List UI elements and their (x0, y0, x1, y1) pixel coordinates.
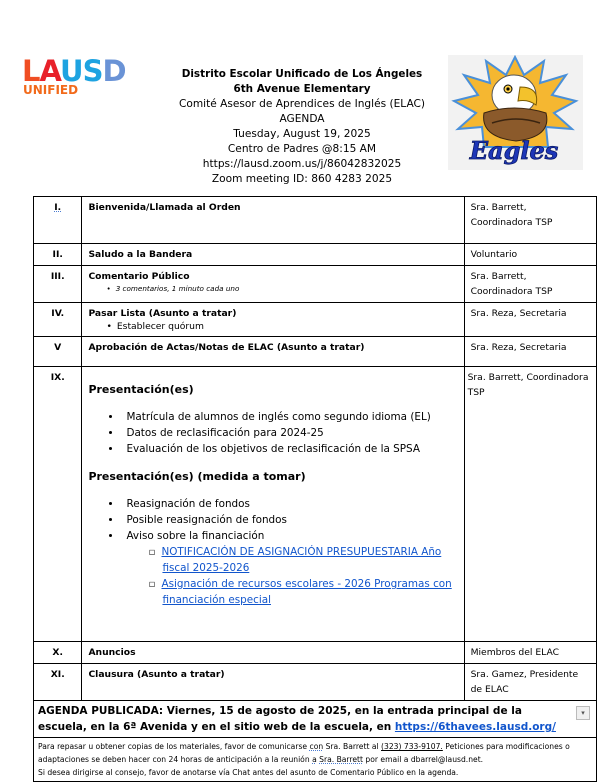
table-row (34, 197, 597, 244)
item-number: X. (34, 642, 82, 664)
presentations-heading: Presentación(es) (88, 383, 194, 396)
list-item: • Datos de reclasificación para 2024-25 (122, 425, 457, 441)
item-number: IX. (34, 367, 82, 642)
list-item: • Reasignación de fondos (122, 496, 457, 512)
eagles-mascot-image (448, 55, 583, 170)
item-bullet: • Establecer quórum (88, 321, 457, 333)
list-item (158, 544, 457, 576)
table-row (34, 266, 597, 303)
posted-row (34, 701, 597, 738)
action-presentations-list (88, 496, 457, 608)
list-item: • Posible reasignación de fondos (122, 512, 457, 528)
logo-subtitle: UNIFIED (23, 83, 79, 97)
dropdown-arrow-icon[interactable]: ▾ (576, 706, 590, 720)
item-cell (82, 367, 464, 642)
item-cell: Aprobación de Actas/Notas de ELAC (Asunto a tratar) (82, 337, 464, 367)
contact-name: Sra. Barrett (319, 755, 363, 764)
item-cell: Anuncios (82, 642, 464, 664)
list-item: • Aviso sobre la financiación ▫ NOTIFICACIÓN DE ASIGNACIÓN PRESUPUESTARIA Año fiscal 2025-2026 ▫ Asignación de recursos escolares - 2026 Programas con financiación especial (122, 528, 457, 608)
presenter-cell: Sra. Reza, Secretaria (464, 337, 596, 367)
presenter-cell: Miembros del ELAC (464, 642, 596, 664)
agenda-table (33, 196, 597, 782)
school-resources-link[interactable]: Asignación de recursos escolares - 2026 Programas con financiación especial (161, 578, 452, 606)
info-row (34, 738, 597, 782)
agenda-posted-notice: AGENDA PUBLICADA: Viernes, 15 de agosto de 2025, en la entrada principal de la escuela, en la 6ª Avenida y en el sitio web de la escuela, en https://6thavees.lausd.org/ ▾ (38, 703, 592, 735)
table-row (34, 664, 597, 701)
item-cell: Comentario Público • 3 comentarios, 1 minuto cada uno (82, 266, 464, 303)
item-number: XI. (34, 664, 82, 701)
school-name: 6th Avenue Elementary (233, 83, 371, 95)
item-cell: Saludo a la Bandera (82, 244, 464, 266)
public-comment-instructions: Si desea dirigirse al consejo, favor de anotarse vía Chat antes del asunto de Comentario Público en la agenda. (38, 768, 459, 777)
budget-notification-link[interactable]: NOTIFICACIÓN DE ASIGNACIÓN PRESUPUESTARIA Año fiscal 2025-2026 (161, 546, 442, 574)
zoom-meeting-id: Zoom meeting ID: 860 4283 2025 (211, 173, 393, 185)
presenter-cell: Sra. Barrett, Coordinadora TSP (464, 197, 596, 244)
presenter-cell: Sra. Reza, Secretaria (464, 303, 596, 337)
info-cell (34, 738, 597, 782)
lausd-logo (22, 56, 152, 100)
presenter-cell: Voluntario (464, 244, 596, 266)
table-row-presentations (34, 367, 597, 642)
table-row (34, 303, 597, 337)
list-item (158, 576, 457, 608)
district-name: Distrito Escolar Unificado de Los Ángeles (181, 68, 423, 80)
item-cell: Bienvenida/Llamada al Orden (82, 197, 464, 244)
eagle-mascot-icon (448, 55, 583, 170)
posted-cell (34, 701, 597, 738)
item-cell: Clausura (Asunto a tratar) (82, 664, 464, 701)
presentations-list (88, 409, 457, 457)
agenda-label: AGENDA (279, 113, 325, 125)
committee-name: Comité Asesor de Aprendices de Inglés (ELAC) (178, 98, 426, 110)
svg-text:Eagles: Eagles (469, 136, 559, 165)
action-presentations-heading: Presentación(es) (medida a tomar) (88, 470, 306, 483)
list-item: • Evaluación de los objetivos de reclasificación de la SPSA (122, 441, 457, 457)
meeting-date: Tuesday, August 19, 2025 (233, 128, 371, 140)
presenter-cell: Sra. Barrett, Coordinadora TSP (464, 367, 596, 642)
phone-number: (323) 733-9107. (381, 742, 443, 751)
item-number: II. (34, 244, 82, 266)
presenter-cell: Sra. Barrett, Coordinadora TSP (464, 266, 596, 303)
item-number: III. (34, 266, 82, 303)
item-cell: Pasar Lista (Asunto a tratar) • Establecer quórum (82, 303, 464, 337)
title-block (150, 67, 454, 187)
presenter-cell: Sra. Gamez, Presidente de ELAC (464, 664, 596, 701)
zoom-link: https://lausd.zoom.us/j/86042832025 (202, 158, 402, 170)
item-number: V (34, 337, 82, 367)
item-number: IV. (34, 303, 82, 337)
table-row (34, 337, 597, 367)
list-item: • Matrícula de alumnos de inglés como segundo idioma (EL) (122, 409, 457, 425)
contact-info: Para repasar u obtener copias de los materiales, favor de comunicarse con Sra. Barrett al (323) 733-9107. Peticiones para modificaciones o adaptaciones se deben hacer con 24 horas de anticipación a la reunión a Sra. Barrett por email a dbarrel@lausd.net. (38, 742, 570, 764)
table-row (34, 244, 597, 266)
table-row (34, 642, 597, 664)
item-number: I. (34, 197, 82, 244)
document-header (0, 0, 604, 196)
school-website-link[interactable]: https://6thavees.lausd.org/ (394, 721, 556, 733)
item-note: • 3 comentarios, 1 minuto cada uno (88, 284, 457, 294)
logo-wordmark: LAUSD (22, 54, 126, 88)
funding-links-list (126, 544, 457, 608)
meeting-location: Centro de Padres @8:15 AM (227, 143, 377, 155)
